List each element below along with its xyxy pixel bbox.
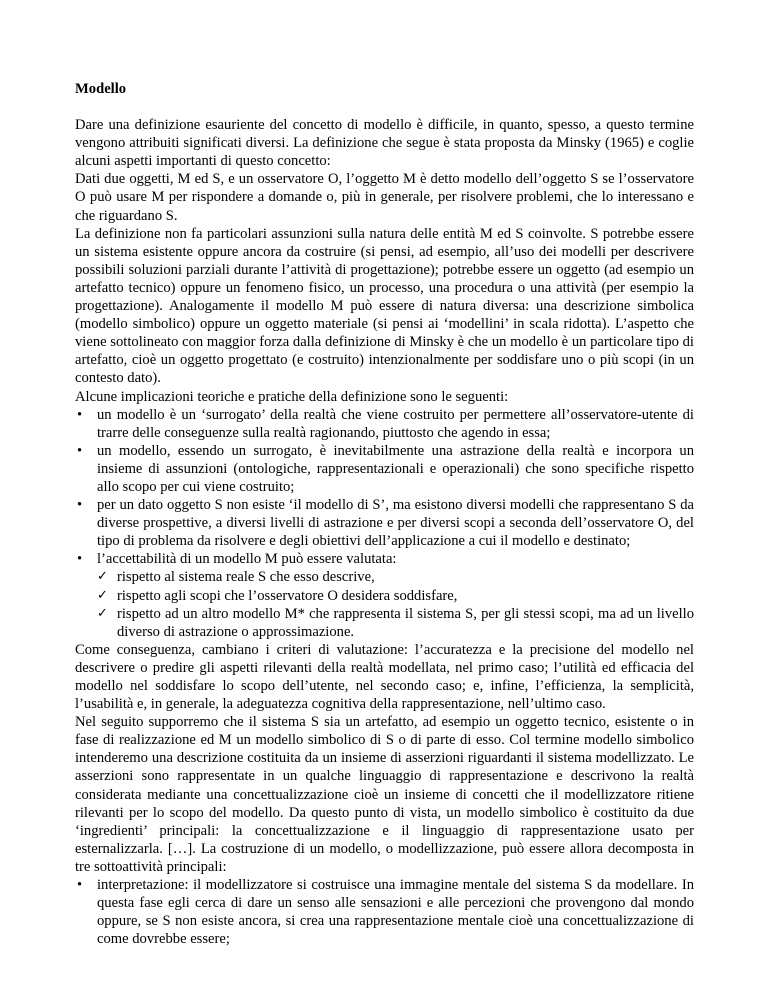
bullet-icon: • xyxy=(77,497,83,514)
list-item-text: per un dato oggetto S non esiste ‘il modello di S’, ma esistono diversi modelli che rappresentano S da diverse prospettive, a diversi livelli di astrazione e per diversi scopi a seconda dell’osservatore O, del tipo di problema da risolvere e degli obiettivi dell’applicazione a cui il modello e destinato; xyxy=(97,497,694,550)
checklist-item xyxy=(97,587,694,605)
bullet-icon: • xyxy=(77,551,83,568)
list-item xyxy=(75,496,694,550)
paragraph-evaluation-criteria: Come conseguenza, cambiano i criteri di valutazione: l’accuratezza e la precisione del modello nel descrivere o predire gli aspetti rilevanti della realtà modellata, nel primo caso; l’utilità ed efficacia del modello nel soddisfare lo scopo dell’utente, nel secondo caso; e, infine, l’efficienza, la semplicità, l’usabilità e, in generale, la adeguatezza cognitiva della rappresentazione, nell’ultimo caso. xyxy=(75,641,694,713)
paragraph-nature: La definizione non fa particolari assunzioni sulla natura delle entità M ed S coinvolte. S potrebbe essere un sistema esistente oppure ancora da costruire (si pensi, ad esempio, all’uso dei modelli per descrivere possibili soluzioni parziali durante l’attività di progettazione); potrebbe essere un oggetto (ad esempio un artefatto tecnico) oppure un fenomeno fisico, un processo, una procedura o una attività (per esempio la progettazione). Analogamente il modello M può essere di natura diversa: una descrizione simbolica (modello simbolico) oppure un oggetto materiale (si pensi ai ‘modellini’ in scala ridotta). L’aspetto che viene sottolineato con maggior forza dalla definizione di Minsky è che un modello è un particolare tipo di artefatto, cioè un oggetto progettato (e costruito) intenzionalmente per soddisfare uno o più scopi (in un contesto dato). xyxy=(75,225,694,387)
document-page xyxy=(75,80,694,948)
paragraph-implications-lead: Alcune implicazioni teoriche e pratiche della definizione sono le seguenti: xyxy=(75,388,509,405)
list-item xyxy=(75,876,694,948)
list-item-text: interpretazione: il modellizzatore si costruisce una immagine mentale del sistema S da modellare. In questa fase egli cerca di dare un senso alle sensazioni e alle percezioni che provengono dal mondo oppure, se S non esiste ancora, si crea una rappresentazione mentale cioè una concettualizzazione di come dovrebbe essere; xyxy=(97,877,694,948)
document-title: Modello xyxy=(75,81,127,97)
checklist-item-text: rispetto ad un altro modello M* che rappresenta il sistema S, per gli stessi scopi, ma ad un livello diverso di astrazione o approssimazione. xyxy=(117,605,694,640)
modelling-steps-list xyxy=(75,876,694,948)
paragraph-symbolic-model: Nel seguito supporremo che il sistema S sia un artefatto, ad esempio un oggetto tecnico, esistente o in fase di realizzazione ed M un modello simbolico di S o di parte di esso. Col termine modello simbolico intenderemo una descrizione costituita da un insieme di asserzioni riguardanti il sistema modellizzato. Le asserzioni sono rappresentate in un qualche linguaggio di rappresentazione e descrivono la realtà considerata mediante una concettualizzazione cioè un insieme di concetti che il modellizzatore ritiene rilevanti per lo scopo del modello. Da questo punto di vista, un modello simbolico è costituito da due ‘ingredienti’ principali: la concettualizzazione e il linguaggio di rappresentazione usato per esternalizzarla. […]. La costruzione di un modello, o modellizzazione, può essere allora decomposta in tre sottoattività principali: xyxy=(75,714,694,875)
bullet-icon: • xyxy=(77,406,83,423)
bullet-icon: • xyxy=(77,877,83,894)
paragraph-definition: Dati due oggetti, M ed S, e un osservatore O, l’oggetto M è detto modello dell’oggetto S se l’osservatore O può usare M per rispondere a domande o, più in generale, per risolvere problemi, che lo interessano e che riguardano S. xyxy=(75,171,694,224)
acceptability-checklist xyxy=(97,568,694,640)
list-item xyxy=(75,550,694,640)
checklist-item xyxy=(97,605,694,641)
bullet-icon: • xyxy=(77,442,83,459)
list-item-text: un modello, essendo un surrogato, è inevitabilmente una astrazione della realtà e incorpora un insieme di assunzioni (ontologiche, rappresentazionali e operazionali) che sono specifiche rispetto allo scopo per cui viene costruito; xyxy=(97,442,694,495)
list-item xyxy=(75,442,694,496)
implications-list xyxy=(75,406,694,641)
checklist-item-text: rispetto al sistema reale S che esso descrive, xyxy=(117,569,375,586)
checklist-item-text: rispetto agli scopi che l’osservatore O desidera soddisfare, xyxy=(117,587,458,604)
checkmark-icon: ✓ xyxy=(97,569,108,585)
checklist-item xyxy=(97,568,694,586)
checkmark-icon: ✓ xyxy=(97,605,108,621)
list-item-text: l’accettabilità di un modello M può essere valutata: xyxy=(97,551,397,568)
list-item xyxy=(75,406,694,442)
list-item-text: un modello è un ‘surrogato’ della realtà che viene costruito per permettere all’osservatore-utente di trarre delle conseguenze sulla realtà ragionando, piuttosto che agendo in essa; xyxy=(97,406,694,441)
paragraph-intro: Dare una definizione esauriente del concetto di modello è difficile, in quanto, spesso, a questo termine vengono attribuiti significati diversi. La definizione che segue è stata proposta da Minsky (1965) e coglie alcuni aspetti importanti di questo concetto: xyxy=(75,117,694,170)
checkmark-icon: ✓ xyxy=(97,587,108,603)
